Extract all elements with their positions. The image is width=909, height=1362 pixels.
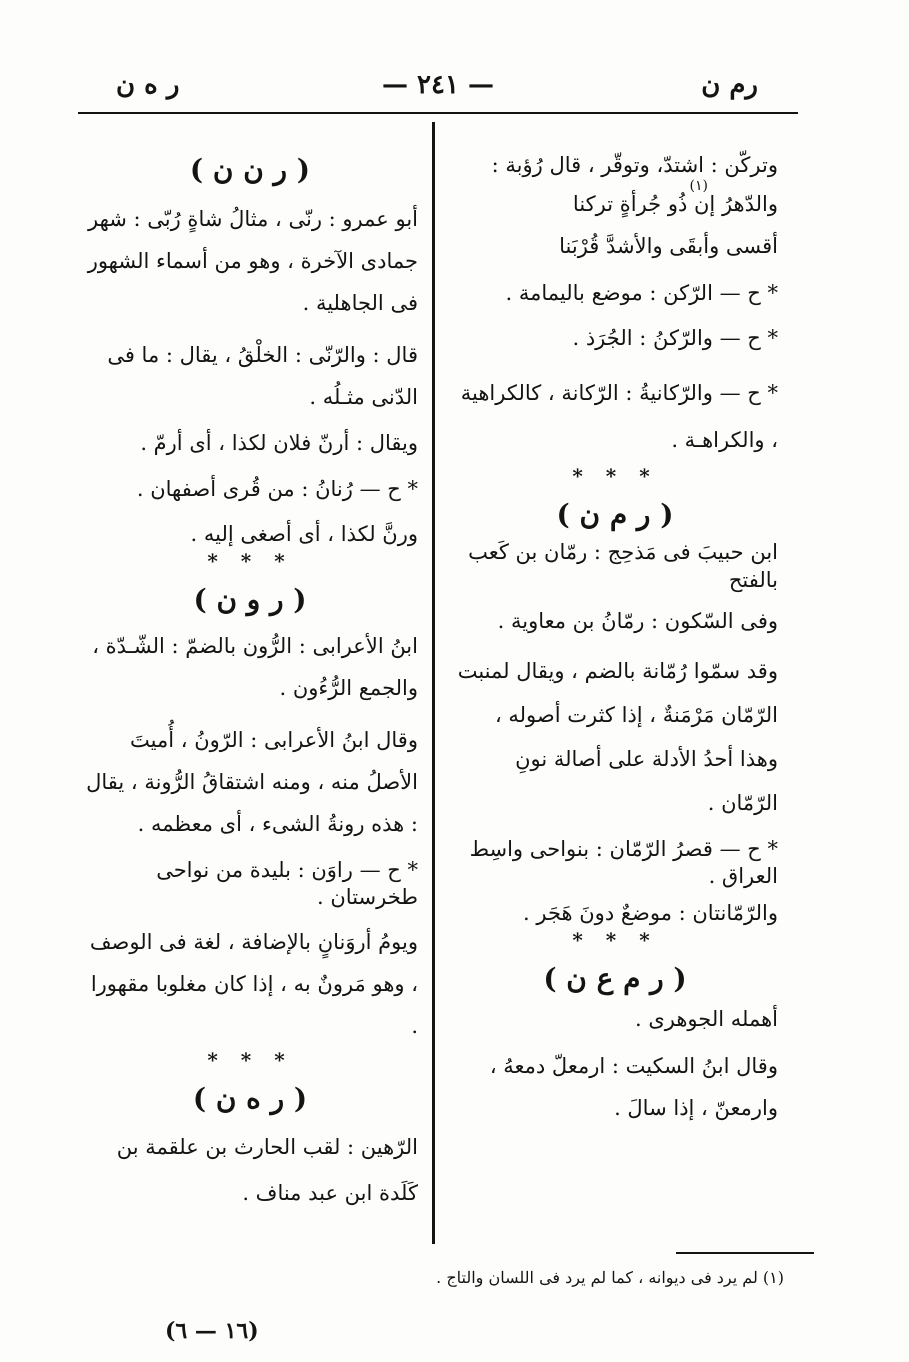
verse-line: والدّهرُ إن ذُو جُرأةٍ تركنا <box>572 192 778 217</box>
page-header <box>78 64 798 108</box>
paragraph: أبو عمرو : رنّى ، مثالُ شاةٍ رُبّى : شهر جمادى الآخرة ، وهو من أسماء الشهور فى الجاهلية . <box>87 207 418 316</box>
header-rule <box>78 112 798 114</box>
paragraph: ويومُ أروَنانٍ بالإضافة ، لغة فى الوصف ، وهو مَرونٌ به ، إذا كان مغلوبا مقهورا . <box>89 930 418 1039</box>
header-root-right: رم ن <box>701 70 758 100</box>
paragraph: والرّمّانتان : موضعٌ دونَ هَجَر . <box>523 901 778 926</box>
column-divider <box>432 122 435 1244</box>
signature-mark: (١٦ — ٦) <box>165 1318 259 1344</box>
paragraph: ابن حبيبَ فى مَذحِج : رمّان بن كَعب بالفتح <box>468 540 778 592</box>
paragraph: الرّهين : لقب الحارث بن علقمة بن كَلَدة ابن عبد مناف . <box>116 1134 418 1205</box>
verse-block <box>452 178 778 218</box>
section-heading: ( ر م ن ) <box>556 497 674 531</box>
entry: * ح — الرّكن : موضع باليمامة . <box>505 280 778 305</box>
header-root-left: ر ه ن <box>116 70 180 100</box>
section-heading: ( ر ن ن ) <box>189 153 311 186</box>
footnote-marker: (١) <box>689 178 708 195</box>
section-separator: * * * <box>207 1048 293 1073</box>
section-separator: * * * <box>572 928 658 953</box>
right-column <box>452 122 778 1129</box>
paragraph: أهمله الجوهرى . <box>634 1006 778 1031</box>
section-heading: ( ر م ع ن ) <box>543 962 687 996</box>
footnote-rule <box>676 1252 814 1254</box>
entry: * ح — والرّكانيةُ : الرّكانة ، كالكراهية ، والكراهـة . <box>460 381 778 452</box>
paragraph: قال : والرّنّى : الخلْقُ ، يقال : ما فى الدّنى مثـلُه . <box>107 343 418 410</box>
paragraph: وقد سمّوا رُمّانة بالضم ، ويقال لمنبت الرّمّان مَرْمَنةٌ ، إذا كثرت أصوله ، وهذا أحدُ الأدلة على أصالة نونِ الرّمّان . <box>457 659 778 816</box>
section-separator: * * * <box>207 549 293 574</box>
section-separator: * * * <box>572 463 658 488</box>
page-number: — ٢٤١ — <box>381 70 495 100</box>
paragraph: وفى السّكون : رمّانُ بن معاوية . <box>497 608 778 633</box>
verse-line: أقسى وأبقَى والأشدَّ قُرْبَنا <box>559 233 778 258</box>
entry: * ح — قصرُ الرّمّان : بنواحى واسِط العراق . <box>469 836 778 888</box>
entry: * ح — رُنانُ : من قُرى أصفهان . <box>136 476 418 501</box>
text-line: وتركّن : اشتدّ، وتوقّر ، قال رُؤبة : <box>491 153 778 177</box>
entry: * ح — راوَن : بليدة من نواحى طخرستان . <box>156 857 418 909</box>
paragraph: وقال ابنُ الأعرابى : الرّونُ ، أُميتَ الأصلُ منه ، ومنه اشتقاقُ الرُّونة ، يقال : هذه رونةُ الشىء ، أى معظمه . <box>86 727 418 836</box>
paragraph: ابنُ الأعرابى : الرُّون بالضمّ : الشّـدّة ، والجمع الرُّءُون . <box>92 633 418 700</box>
section-heading: ( ر ه ن ) <box>192 1082 308 1116</box>
paragraph: وقال ابنُ السكيت : ارمعلّ دمعهُ ، وارمعنّ ، إذا سالَ . <box>489 1054 778 1121</box>
paragraph: ويقال : أرنّ فلان لكذا ، أى أرمّ . <box>140 431 418 456</box>
paragraph: ورنَّ لكذا ، أى أصغى إليه . <box>190 521 418 546</box>
left-column <box>82 122 418 1216</box>
section-heading: ( ر و ن ) <box>193 583 307 617</box>
entry: * ح — والرّكنُ : الجُرَذ . <box>572 326 778 351</box>
footnote: (١) لم يرد فى ديوانه ، كما لم يرد فى اللسان والتاج . <box>436 1268 784 1287</box>
